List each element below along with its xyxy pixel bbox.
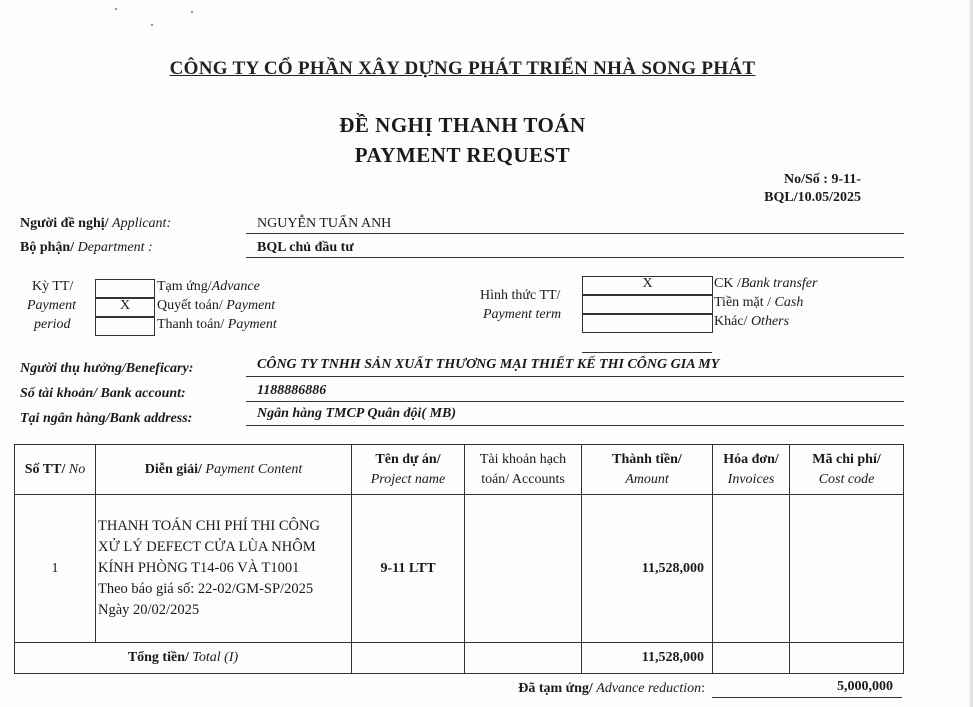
document-number-label: No/Số :: [783, 172, 828, 187]
others-option-label: [714, 314, 789, 330]
payment-term-label-2: Payment term: [483, 307, 562, 322]
payment-period-label-1: Kỳ TT/: [32, 279, 74, 294]
header-accounts-vn: Tài khoản hạch: [479, 451, 567, 467]
document-number-line1: [784, 172, 861, 188]
advance-reduction-underline: [712, 697, 902, 698]
header-no-en: No: [68, 461, 86, 477]
department-value: BQL chủ đầu tư: [257, 240, 354, 255]
row-accounts: [465, 495, 582, 643]
advance-reduction-label-vn: Đã tạm ứng/: [518, 681, 593, 696]
header-accounts-en: toán/ Accounts: [481, 471, 565, 487]
table-row: [15, 495, 904, 643]
payment-checkbox[interactable]: [95, 317, 155, 336]
others-option-vn: Khác/: [714, 314, 748, 329]
header-invoices: [713, 445, 790, 495]
bank-transfer-option-en: Bank transfer: [740, 276, 818, 291]
header-amount-en: Amount: [625, 471, 669, 487]
bank-address-value: Ngân hàng TMCP Quân đội( MB): [257, 406, 457, 421]
advance-option-label: [157, 279, 260, 295]
payment-option-vn: Thanh toán/: [157, 317, 225, 332]
advance-option-vn: Tạm ứng/: [157, 279, 212, 294]
payment-term-underline: [582, 352, 712, 353]
others-checkbox[interactable]: [582, 314, 713, 333]
header-content-en: Payment Content: [205, 461, 303, 477]
cash-option-vn: Tiền mặt /: [714, 295, 772, 310]
total-project-cell: [352, 643, 465, 674]
department-label: [20, 240, 153, 256]
header-project-en: Project name: [370, 471, 446, 487]
bank-transfer-option-vn: CK /: [714, 276, 741, 291]
department-underline: [246, 257, 904, 258]
row-amount: 11,528,000: [582, 495, 713, 643]
row-content-line-1: THANH TOÁN CHI PHÍ THI CÔNG: [98, 518, 320, 534]
advance-checkbox[interactable]: [95, 279, 155, 298]
payment-period-label-3: period: [34, 317, 71, 332]
row-content-line-2: XỬ LÝ DEFECT CỬA LÙA NHÔM: [98, 539, 316, 555]
applicant-value: NGUYỄN TUẤN ANH: [257, 216, 392, 231]
header-invoices-vn: Hóa đơn/: [723, 451, 779, 467]
cash-option-label: [714, 295, 803, 311]
applicant-label-en: Applicant:: [112, 216, 172, 231]
row-content-line-3: KÍNH PHÒNG T14-06 VÀ T1001: [98, 560, 300, 576]
total-amount: 11,528,000: [582, 643, 713, 674]
header-amount: [582, 445, 713, 495]
settlement-option-en: Payment: [226, 298, 276, 313]
payment-option-en: Payment: [227, 317, 277, 332]
beneficiary-underline: [246, 376, 904, 377]
total-label: [15, 643, 352, 674]
header-content: [96, 445, 352, 495]
header-amount-vn: Thành tiền/: [612, 451, 682, 467]
bank-account-underline: [246, 401, 904, 402]
beneficiary-value: CÔNG TY TNHH SẢN XUẤT THƯƠNG MẠI THIẾT KẾ THI CÔNG GIA MY: [257, 357, 720, 372]
advance-reduction-label: Đã tạm ứng/ Advance reduction:: [518, 681, 705, 696]
payment-option-label: [157, 317, 277, 333]
scan-edge: [969, 0, 973, 707]
header-content-vn: Diễn giải/: [144, 461, 202, 477]
bank-transfer-checkbox-mark: X: [642, 276, 653, 291]
bank-address-label: Tại ngân hàng/Bank address:: [20, 411, 193, 426]
total-cost-code-cell: [790, 643, 904, 674]
company-name: CÔNG TY CỔ PHẦN XÂY DỰNG PHÁT TRIỂN NHÀ SONG PHÁT: [169, 58, 756, 79]
table-total-row: [15, 643, 904, 674]
total-label-en: Total (I): [192, 650, 239, 665]
header-cost-code-en: Cost code: [818, 471, 875, 487]
bank-account-value: 1188886886: [257, 383, 327, 398]
row-content-line-4: Theo báo giá số: 22-02/GM-SP/2025: [98, 581, 314, 597]
header-project-vn: Tên dự án/: [375, 451, 441, 467]
department-label-en: Department :: [77, 240, 153, 255]
department-label-vn: Bộ phận/: [20, 240, 75, 255]
header-no: [15, 445, 96, 495]
payment-table: [14, 444, 904, 674]
beneficiary-label: Người thụ hưởng/Beneficary:: [20, 361, 194, 376]
bank-transfer-option-label: [714, 276, 817, 292]
applicant-label-vn: Người đề nghị/: [20, 216, 109, 231]
document-title-vn: ĐỀ NGHỊ THANH TOÁN: [339, 113, 586, 137]
advance-reduction-label-en: Advance reduction: [596, 681, 702, 696]
total-invoices-cell: [713, 643, 790, 674]
header-cost-code-vn: Mã chi phí/: [812, 451, 881, 467]
row-content-line-5: Ngày 20/02/2025: [98, 602, 200, 618]
row-content: [96, 495, 352, 643]
total-label-vn: Tổng tiền/: [127, 650, 189, 665]
header-no-vn: Số TT/: [24, 461, 66, 477]
others-option-en: Others: [750, 314, 790, 329]
header-invoices-en: Invoices: [727, 471, 775, 487]
row-cost-code: [790, 495, 904, 643]
header-accounts: [465, 445, 582, 495]
row-no: 1: [15, 495, 96, 643]
document-number-value-1: 9-11-: [831, 172, 861, 187]
cash-option-en: Cash: [774, 295, 804, 310]
bank-account-label: Số tài khoản/ Bank account:: [20, 386, 186, 401]
row-invoices: [713, 495, 790, 643]
header-cost-code: [790, 445, 904, 495]
settlement-checkbox-mark: X: [119, 298, 131, 313]
bank-address-underline: [246, 425, 904, 426]
advance-reduction-value: 5,000,000: [837, 679, 893, 694]
payment-term-label-1: Hình thức TT/: [480, 288, 561, 303]
document-title-en: PAYMENT REQUEST: [354, 143, 571, 167]
advance-option-en: Advance: [211, 279, 260, 294]
document-number-value-2: BQL/10.05/2025: [764, 190, 861, 205]
row-project: 9-11 LTT: [352, 495, 465, 643]
settlement-option-vn: Quyết toán/: [157, 298, 223, 313]
header-project: [352, 445, 465, 495]
total-accounts-cell: [465, 643, 582, 674]
settlement-option-label: [157, 298, 275, 314]
cash-checkbox[interactable]: [582, 295, 713, 314]
applicant-label: [20, 216, 171, 232]
payment-period-label-2: Payment: [27, 298, 76, 313]
applicant-underline: [246, 233, 904, 234]
table-header-row: [15, 445, 904, 495]
